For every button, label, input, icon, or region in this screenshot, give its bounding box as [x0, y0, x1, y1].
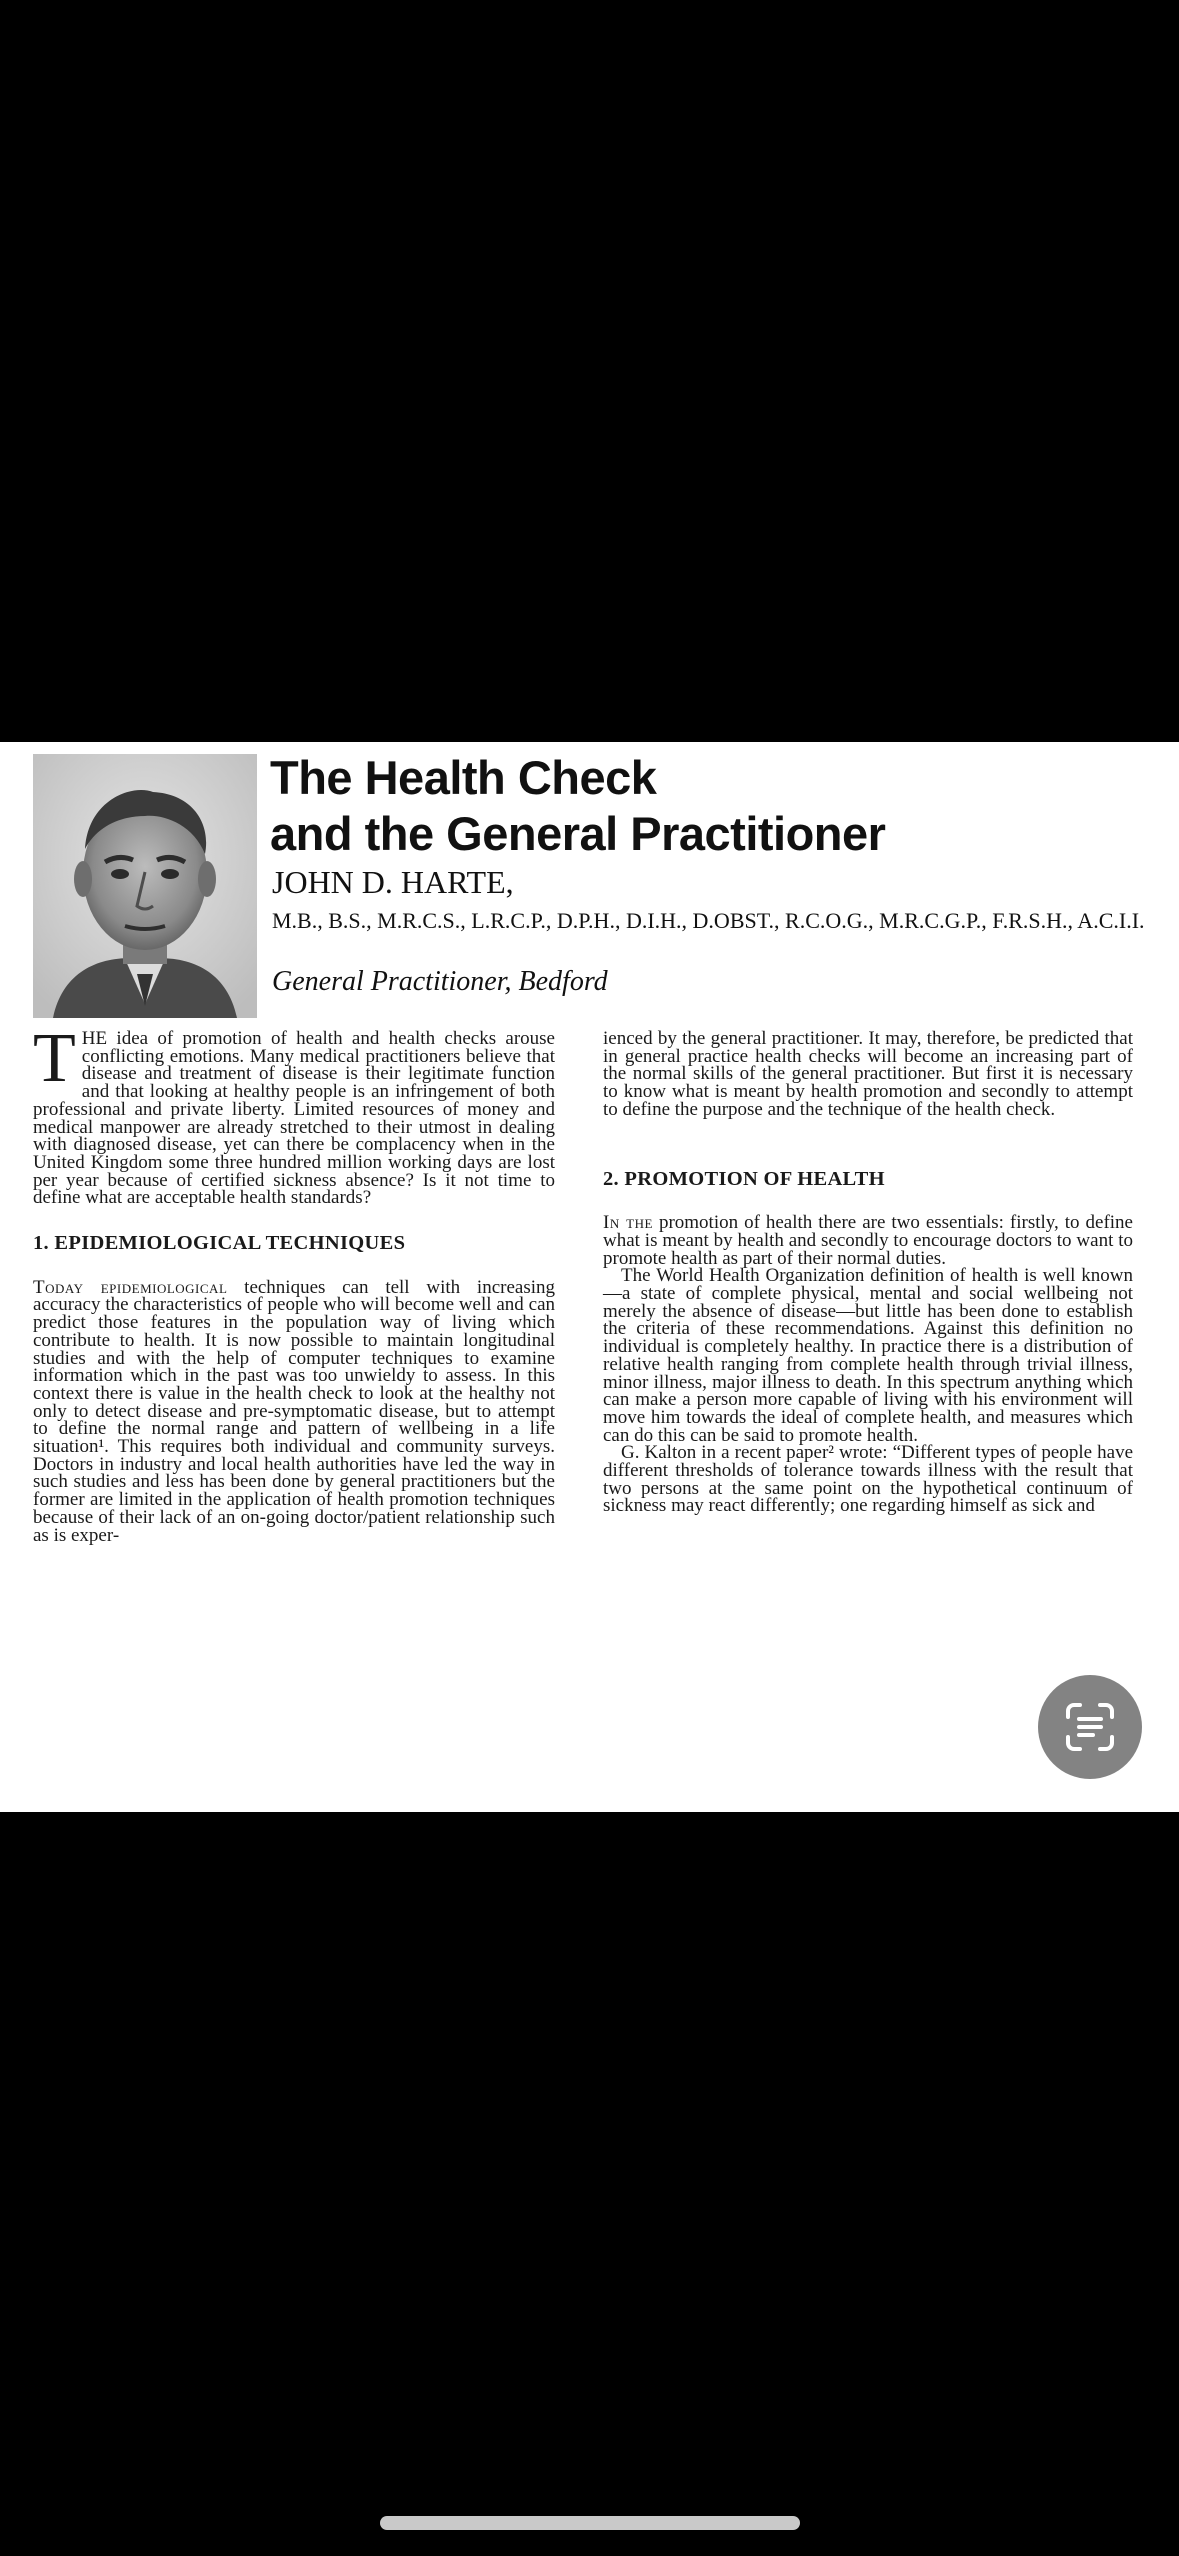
section-1-paragraph	[33, 1276, 555, 1546]
author-qualifications: M.B., B.S., M.R.C.S., L.R.C.P., D.P.H., D.I.H., D.OBST., R.C.O.G., M.R.C.G.P., F.R.S.H., A.C.I.I.	[272, 908, 1145, 933]
section-heading-1: 1. EPIDEMIOLOGICAL TECHNIQUES	[33, 1232, 406, 1255]
right-column	[603, 1030, 1133, 1515]
author-affiliation: General Practitioner, Bedford	[272, 966, 608, 997]
section-1-text: techniques can tell with increasing accuracy the characteristics of people who will become well and can predict those features in the population way of living which contribute to health. It is now possible to maintain longitudinal studies and with the help of computer techniques to examine information which in the past was too unwieldy to assess. In this context there is value in the health check to look at the healthy not only to detect disease and pre-symptomatic disease, but to attempt to define the normal range and pattern of wellbeing in a life situation¹. This requires both individual and community surveys. Doctors in industry and local health authorities have led the way in such studies and less has been done by general practitioners but the former are limited in the application of health promotion techniques because of their lack of an on-going doctor/patient relationship such as is exper-	[33, 1276, 555, 1546]
title-line-1: The Health Check	[270, 751, 657, 804]
author-portrait	[33, 754, 257, 1018]
drop-cap: T	[33, 1020, 76, 1097]
portrait-photo	[33, 754, 257, 1018]
author-name: JOHN D. HARTE,	[272, 864, 514, 900]
continued-paragraph: ienced by the general practitioner. It may, therefore, be predicted that in general practice health checks will become an increasing part of the normal skills of the general practitioner. But first it is necessary to know what is meant by health promotion and secondly to attempt to define the purpose and the technique of the health check.	[603, 1028, 1133, 1120]
section-2-text: promotion of health there are two essentials: firstly, to define what is meant by health and secondly to encourage doctors to want to promote health as part of their normal duties.	[603, 1212, 1133, 1269]
section-2-paragraph	[603, 1214, 1133, 1267]
home-indicator[interactable]	[380, 2516, 800, 2530]
kalton-paragraph: G. Kalton in a recent paper² wrote: “Different types of people have different thresholds of tolerance towards illness with the result that two persons at the same point on the hypothetical continuum of sickness may react differently; one regarding himself as sick and	[603, 1442, 1133, 1517]
who-paragraph: The World Health Organization definition of health is well known—a state of complete physical, mental and social wellbeing not merely the absence of disease—but little has been done to establish the criteria of these recommendations. Against this definition no individual is completely healthy. In practice there is a distribution of relative health ranging from complete health through trivial illness, minor illness, major illness to death. In this spectrum anything which can make a person more capable of living with his environment will move him towards the ideal of complete health, and measures which can do this can be said to promote health.	[603, 1265, 1133, 1446]
intro-text: HE idea of promotion of health and health checks arouse conflicting emotions. Many medical practitioners believe that disease and treatment of disease is their legitimate function and that looking at healthy people is an infringement of both professional and private liberty. Limited resources of money and medical manpower are already stretched to their utmost in dealing with diagnosed disease, yet can there be complacency when in the United Kingdom some three hundred million working days are lost per year because of certified sickness absence? Is it not time to define what are acceptable health standards?	[33, 1028, 555, 1209]
article-title	[270, 750, 1150, 862]
section-heading-2: 2. PROMOTION OF HEALTH	[603, 1167, 885, 1190]
intro-paragraph	[33, 1020, 555, 1209]
live-text-scan-button[interactable]	[1038, 1675, 1142, 1779]
title-line-2: and the General Practitioner	[270, 807, 886, 860]
live-text-scan-icon	[1060, 1697, 1120, 1757]
left-column	[33, 1020, 555, 1546]
section-1-lead: Today epidemiological	[33, 1276, 228, 1298]
section-2-lead: In the	[603, 1212, 653, 1234]
article-page-image	[0, 742, 1179, 1812]
